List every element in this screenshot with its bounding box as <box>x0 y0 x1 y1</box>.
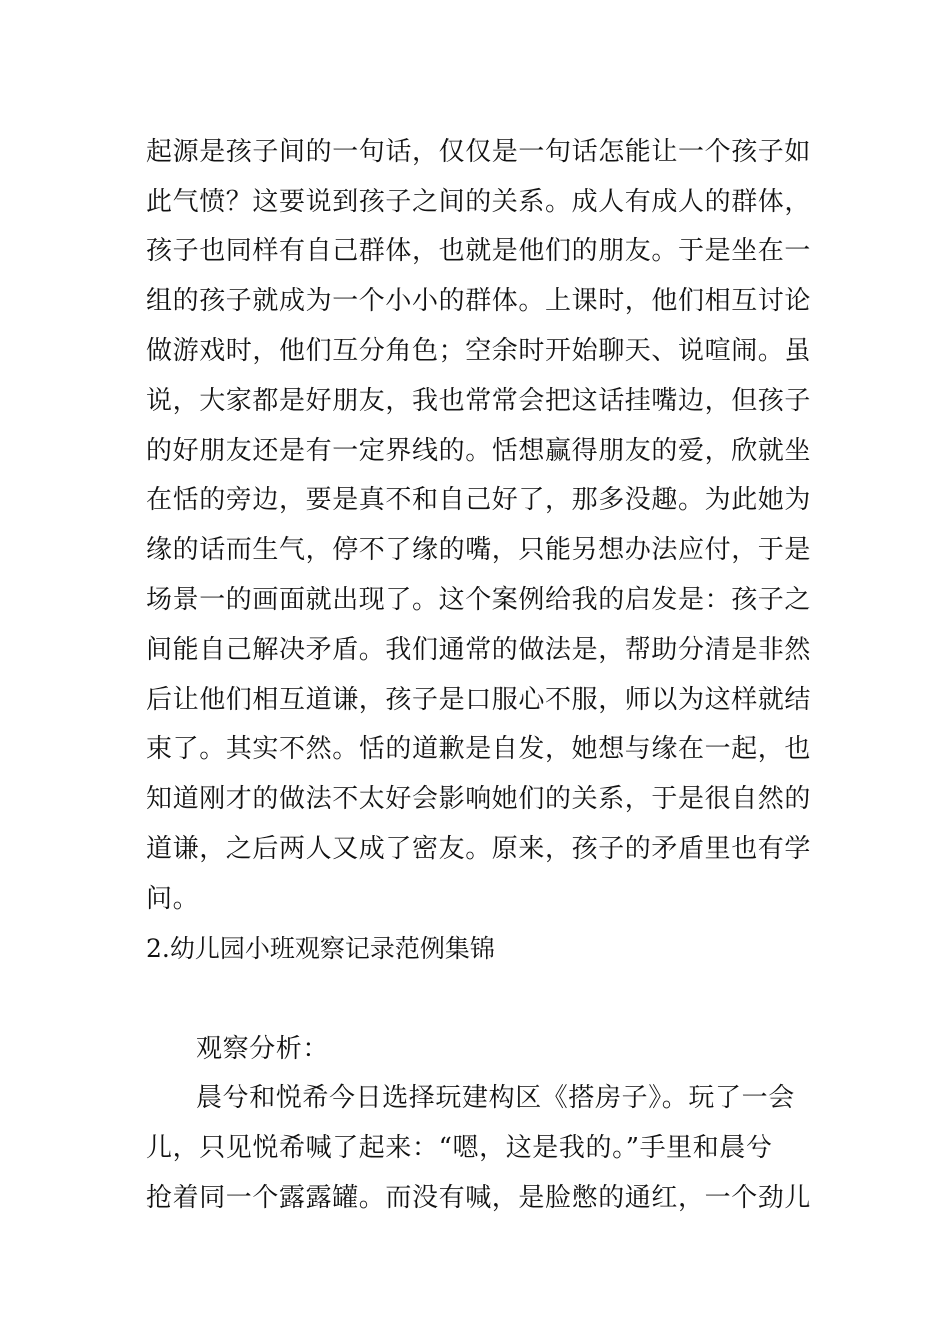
section-heading: 2.幼儿园小班观察记录范例集锦 <box>146 934 495 963</box>
paragraph-1-line-10: 场景一的画面就出现了。这个案例给我的启发是：孩子之 <box>146 585 812 615</box>
paragraph-1-line-15: 道谦，之后两人又成了密友。原来，孩子的矛盾里也有学 <box>146 834 812 864</box>
paragraph-1-line-5: 做游戏时，他们互分角色；空余时开始聊天、说喧闹。虽 <box>146 336 812 366</box>
paragraph-1-line-7: 的好朋友还是有一定界线的。恬想赢得朋友的爱，欣就坐 <box>146 436 812 466</box>
paragraph-1-line-14: 知道刚才的做法不太好会影响她们的关系，于是很自然的 <box>146 784 812 814</box>
paragraph-1-line-16: 问。 <box>146 884 200 914</box>
paragraph-1-line-3: 孩子也同样有自己群体，也就是他们的朋友。于是坐在一 <box>146 236 812 266</box>
paragraph-1-line-12: 后让他们相互道谦，孩子是口服心不服，师以为这样就结 <box>146 685 812 715</box>
paragraph-1-line-11: 间能自己解决矛盾。我们通常的做法是，帮助分清是非然 <box>146 635 812 665</box>
paragraph-1-line-6: 说，大家都是好朋友，我也常常会把这话挂嘴边，但孩子 <box>146 386 812 416</box>
paragraph-1-line-9: 缘的话而生气，停不了缘的嘴，只能另想办法应付，于是 <box>146 535 812 565</box>
paragraph-2-line-2: 儿，只见悦希喊了起来：“嗯，这是我的。”手里和晨兮 <box>146 1133 773 1163</box>
paragraph-1-line-1: 起源是孩子间的一句话，仅仅是一句话怎能让一个孩子如 <box>146 137 812 167</box>
subheading: 观察分析： <box>196 1034 330 1064</box>
paragraph-1-line-13: 束了。其实不然。恬的道歉是自发，她想与缘在一起，也 <box>146 734 812 764</box>
paragraph-1-line-8: 在恬的旁边，要是真不和自己好了，那多没趣。为此她为 <box>146 485 812 515</box>
paragraph-2-line-1: 晨兮和悦希今日选择玩建构区《搭房子》。玩了一会 <box>196 1083 795 1113</box>
paragraph-1-line-4: 组的孩子就成为一个小小的群体。上课时，他们相互讨论 <box>146 286 812 316</box>
paragraph-1-line-2: 此气愤？这要说到孩子之间的关系。成人有成人的群体， <box>146 187 812 217</box>
paragraph-2-line-3: 抢着同一个露露罐。而没有喊，是脸憋的通红，一个劲儿 <box>146 1183 812 1213</box>
